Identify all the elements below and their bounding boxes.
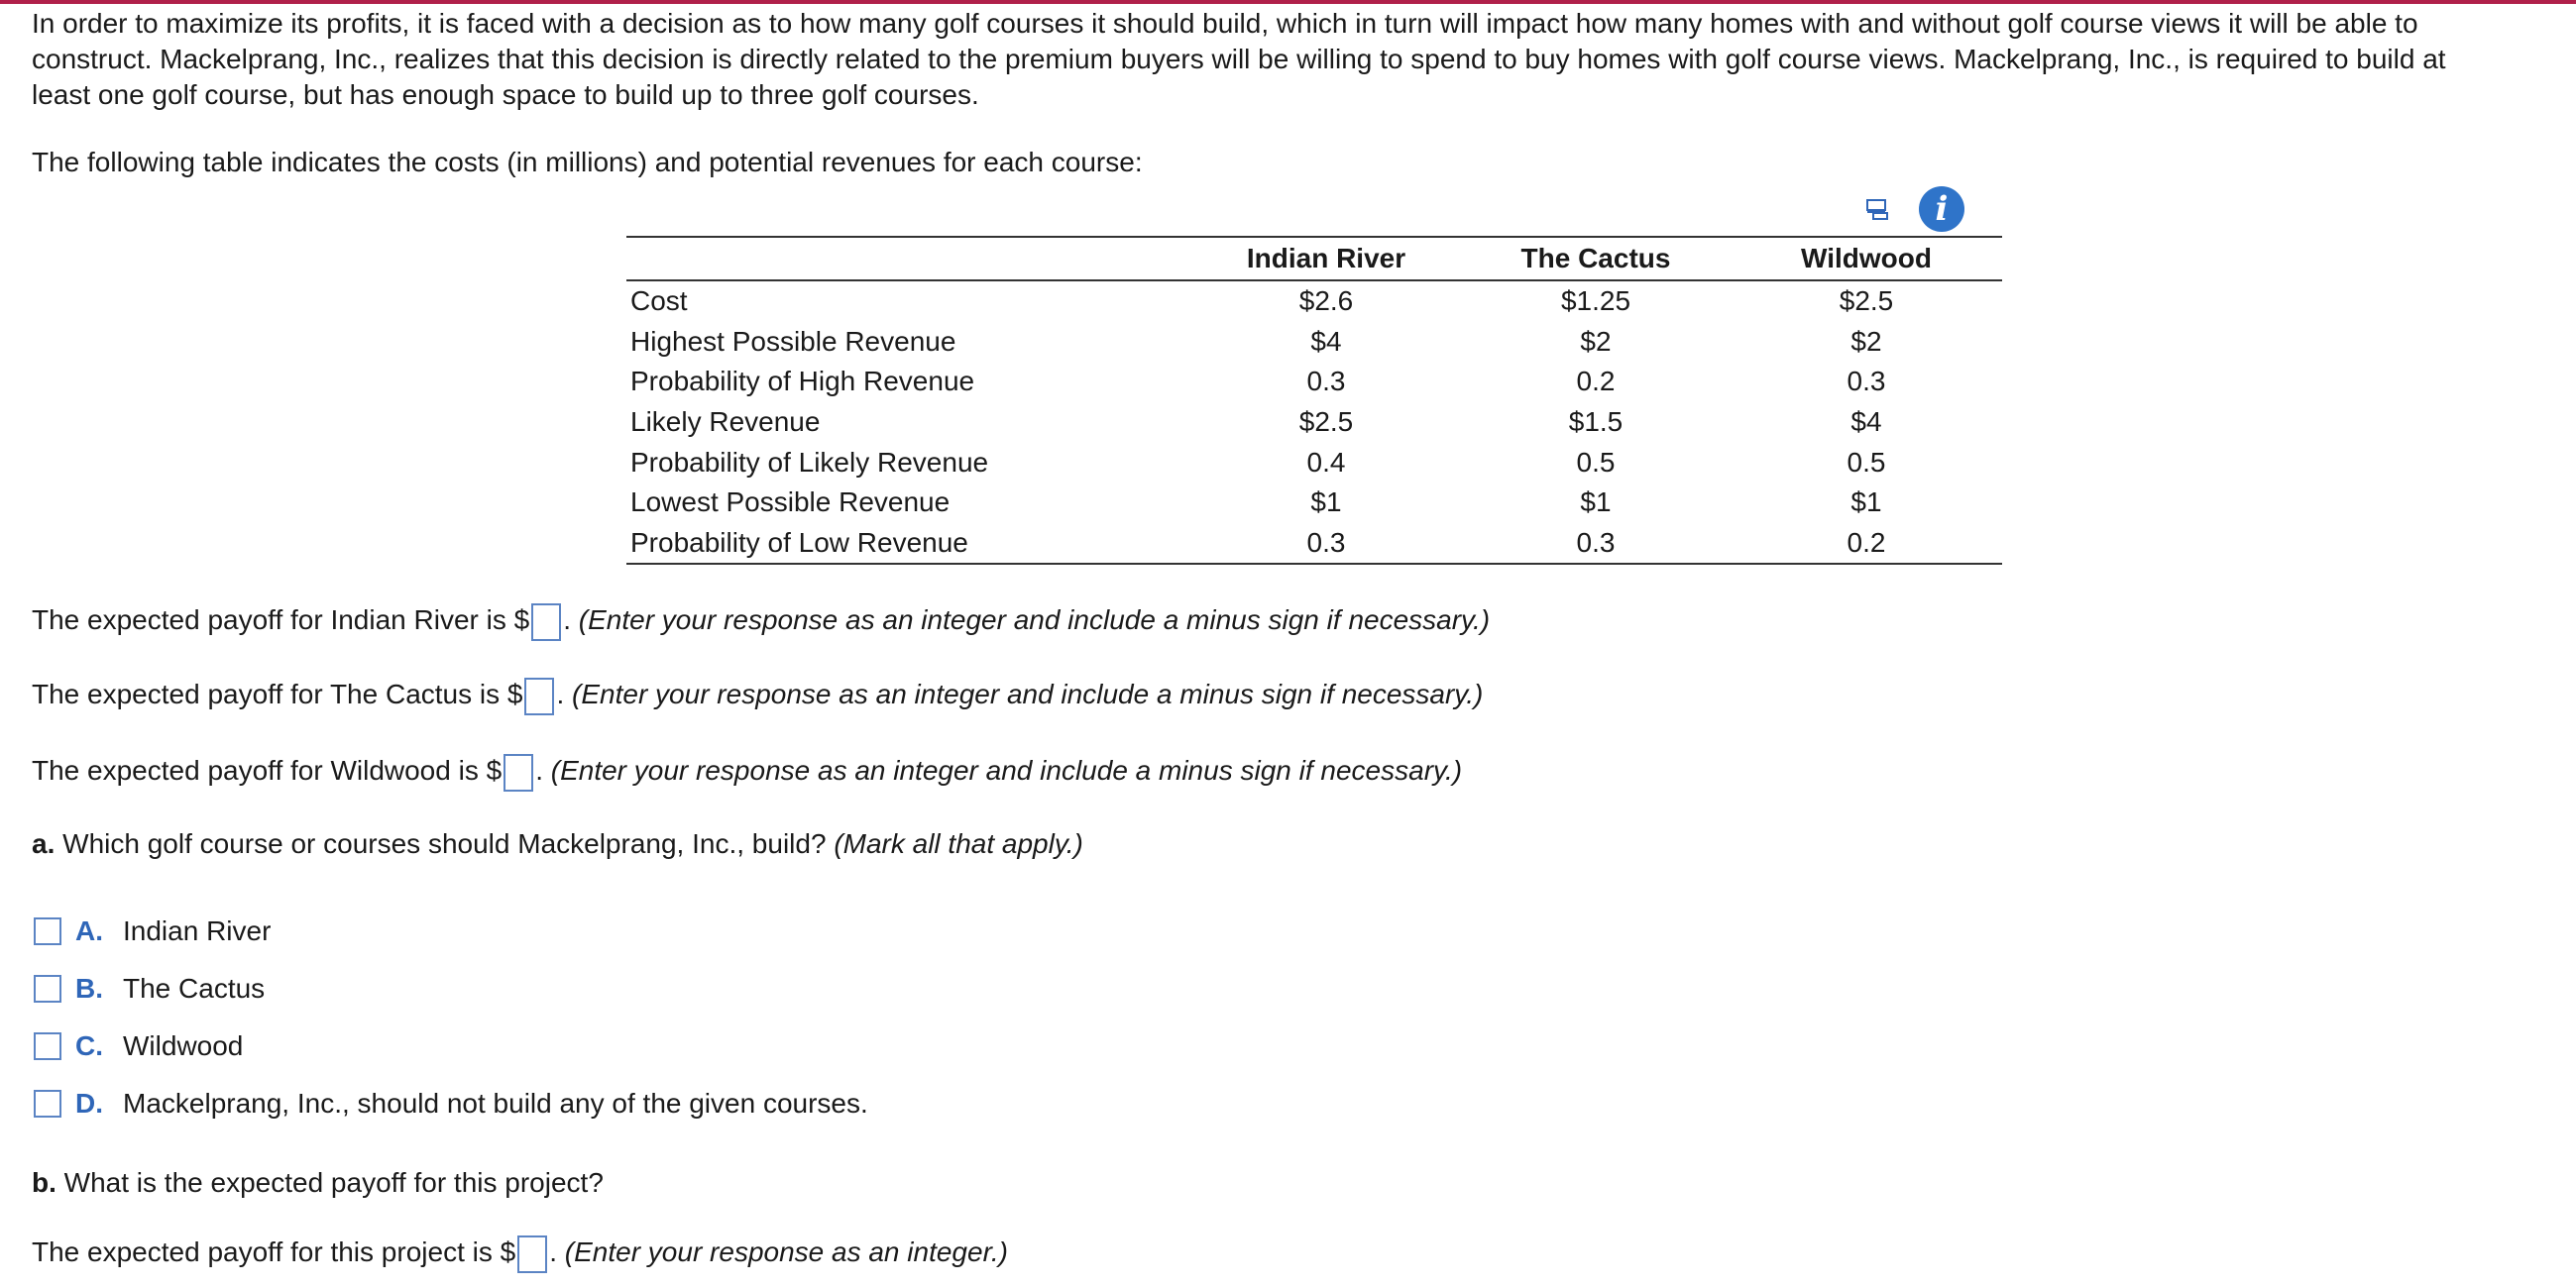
choice-a[interactable] — [34, 913, 271, 949]
choice-d[interactable] — [34, 1086, 868, 1122]
print-icon[interactable] — [1863, 194, 1893, 224]
table-cell: $1 — [1580, 486, 1612, 518]
intro-line-3: least one golf course, but has enough space to build up to three golf courses. — [32, 79, 979, 110]
table-cell: 0.5 — [1576, 446, 1616, 478]
project-payoff-answer-input[interactable] — [517, 1235, 547, 1273]
question-hint: (Enter your response as an integer and include a minus sign if necessary.) — [550, 755, 1463, 786]
period: . — [549, 1236, 557, 1267]
intro-line-2: construct. Mackelprang, Inc., realizes that this decision is directly related to the premium buyers will be willing to spend to buy homes with golf course views. Mackelprang, Inc., is required to build at — [32, 44, 2446, 74]
column-header: Wildwood — [1731, 237, 2002, 280]
table-row — [626, 483, 2002, 523]
table-cell: 0.3 — [1847, 366, 1886, 397]
part-a-text: Which golf course or courses should Mackelprang, Inc., build? — [62, 828, 827, 859]
table-row — [626, 402, 2002, 443]
intro-line-1: In order to maximize its profits, it is faced with a decision as to how many golf courses it should build, which in turn will impact how many homes with and without golf course views it will be able to — [32, 8, 2418, 39]
table-row — [626, 442, 2002, 483]
choice-letter: A. — [75, 915, 103, 946]
choice-text: Mackelprang, Inc., should not build any of the given courses. — [123, 1088, 868, 1119]
table-cell: $2.5 — [1839, 285, 1894, 317]
table-cell: $1 — [1310, 486, 1342, 518]
table-cell: $2 — [1580, 325, 1612, 357]
choice-c[interactable] — [34, 1028, 243, 1064]
table-row — [626, 362, 2002, 402]
the-cactus-answer-input[interactable] — [524, 678, 554, 715]
question-indian-river — [32, 602, 1490, 641]
table-cell: 0.2 — [1731, 523, 2002, 565]
choice-a-checkbox[interactable] — [34, 917, 61, 945]
table-cell: $1.25 — [1560, 285, 1631, 317]
problem-intro — [32, 6, 2549, 113]
choice-letter: D. — [75, 1088, 103, 1119]
row-label: Probability of Low Revenue — [626, 523, 1191, 565]
question-project-payoff — [32, 1234, 1008, 1273]
question-text: The expected payoff for Indian River is $ — [32, 604, 530, 635]
question-text: The expected payoff for Wildwood is $ — [32, 755, 503, 786]
question-text: The expected payoff for this project is $ — [32, 1236, 516, 1267]
row-label: Lowest Possible Revenue — [630, 486, 951, 518]
row-label: Cost — [630, 285, 688, 317]
part-b-text: What is the expected payoff for this project? — [63, 1167, 604, 1198]
course-cost-table — [626, 236, 2002, 565]
choice-text: Wildwood — [123, 1030, 244, 1061]
table-cell: 0.3 — [1461, 523, 1731, 565]
table-cell: $2.5 — [1298, 406, 1354, 438]
column-header: The Cactus — [1461, 237, 1731, 280]
question-hint: (Enter your response as an integer and include a minus sign if necessary.) — [578, 604, 1491, 635]
choice-d-checkbox[interactable] — [34, 1090, 61, 1118]
choice-b[interactable] — [34, 971, 265, 1007]
part-a-label: a. — [32, 828, 56, 859]
indian-river-answer-input[interactable] — [531, 603, 561, 641]
part-a-question — [32, 826, 1083, 862]
choice-b-checkbox[interactable] — [34, 975, 61, 1003]
row-label: Probability of High Revenue — [630, 366, 975, 397]
table-cell: $1.5 — [1568, 406, 1624, 438]
row-label: Highest Possible Revenue — [630, 325, 956, 357]
question-the-cactus — [32, 677, 1483, 715]
choice-text: The Cactus — [123, 973, 266, 1004]
top-divider — [0, 0, 2576, 4]
table-row — [626, 523, 2002, 565]
part-a-hint: (Mark all that apply.) — [834, 828, 1083, 859]
table-row — [626, 322, 2002, 363]
period: . — [556, 679, 565, 709]
table-tools — [1863, 186, 2022, 232]
table-cell: $4 — [1310, 325, 1342, 357]
table-intro: The following table indicates the costs (in millions) and potential revenues for each course: — [32, 147, 1143, 177]
table-cell: $1 — [1850, 486, 1882, 518]
table-cell: 0.4 — [1306, 446, 1346, 478]
row-label: Probability of Likely Revenue — [630, 446, 989, 478]
period: . — [563, 604, 571, 635]
choice-letter: B. — [75, 973, 103, 1004]
column-header: Indian River — [1191, 237, 1461, 280]
part-b-question — [32, 1165, 604, 1201]
table-row — [626, 280, 2002, 322]
question-text: The expected payoff for The Cactus is $ — [32, 679, 523, 709]
period: . — [535, 755, 543, 786]
table-cell: 0.3 — [1306, 366, 1346, 397]
table-cell: 0.5 — [1847, 446, 1886, 478]
table-cell: 0.3 — [1191, 523, 1461, 565]
choice-c-checkbox[interactable] — [34, 1032, 61, 1060]
part-b-label: b. — [32, 1167, 56, 1198]
question-hint: (Enter your response as an integer.) — [564, 1236, 1008, 1267]
row-label: Likely Revenue — [630, 406, 821, 438]
wildwood-answer-input[interactable] — [504, 754, 533, 792]
table-cell: $2.6 — [1298, 285, 1354, 317]
table-header-row — [626, 237, 2002, 280]
table-cell: 0.2 — [1576, 366, 1616, 397]
choice-letter: C. — [75, 1030, 103, 1061]
question-wildwood — [32, 753, 1462, 792]
info-icon[interactable]: i — [1919, 186, 1964, 232]
question-hint: (Enter your response as an integer and include a minus sign if necessary.) — [572, 679, 1484, 709]
table-cell: $4 — [1850, 406, 1882, 438]
table-header-blank — [626, 237, 1191, 280]
table-cell: $2 — [1850, 325, 1882, 357]
choice-text: Indian River — [123, 915, 272, 946]
